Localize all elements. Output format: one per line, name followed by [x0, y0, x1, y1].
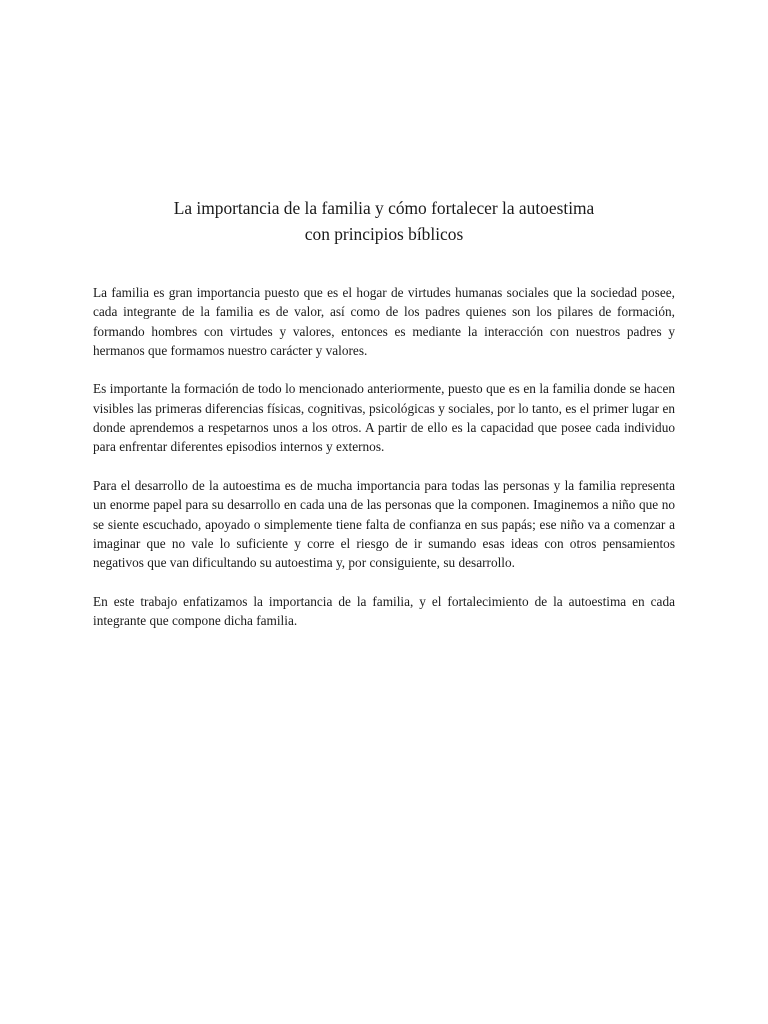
paragraph-2: Es importante la formación de todo lo mencionado anteriormente, puesto que es en la familia donde se hacen visibles las primeras diferencias físicas, cognitivas, psicológicas y sociales, por lo tanto, es el primer lugar en donde aprendemos a respetarnos unos a los otros. A partir de ello es la capacidad que posee cada individuo para enfrentar diferentes episodios internos y externos. [93, 381, 675, 455]
document-title [92, 195, 676, 247]
title-line-2: con principios bíblicos [304, 224, 464, 244]
title-line-1: La importancia de la familia y cómo fortalecer la autoestima [173, 198, 595, 218]
paragraph-3: Para el desarrollo de la autoestima es de mucha importancia para todas las personas y la familia representa un enorme papel para su desarrollo en cada una de las personas que la componen. Imaginemos a niño que no se siente escuchado, apoyado o simplemente tiene falta de confianza en sus papás; ese niño va a comenzar a imaginar que no vale lo suficiente y corre el riesgo de ir sumando esas ideas con otros pensamientos negativos que van dificultando su autoestima y, por consiguiente, su desarrollo. [93, 477, 675, 571]
paragraph-4: En este trabajo enfatizamos la importancia de la familia, y el fortalecimiento de la autoestima en cada integrante que compone dicha familia. [93, 593, 675, 629]
paragraph-1: La familia es gran importancia puesto que es el hogar de virtudes humanas sociales que la sociedad posee, cada integrante de la familia es de valor, así como de los padres quienes son los pilares de formación, formando hombres con virtudes y valores, entonces es mediante la interacción con nuestros padres y hermanos que formamos nuestro carácter y valores. [93, 285, 675, 358]
document-body [93, 283, 675, 650]
